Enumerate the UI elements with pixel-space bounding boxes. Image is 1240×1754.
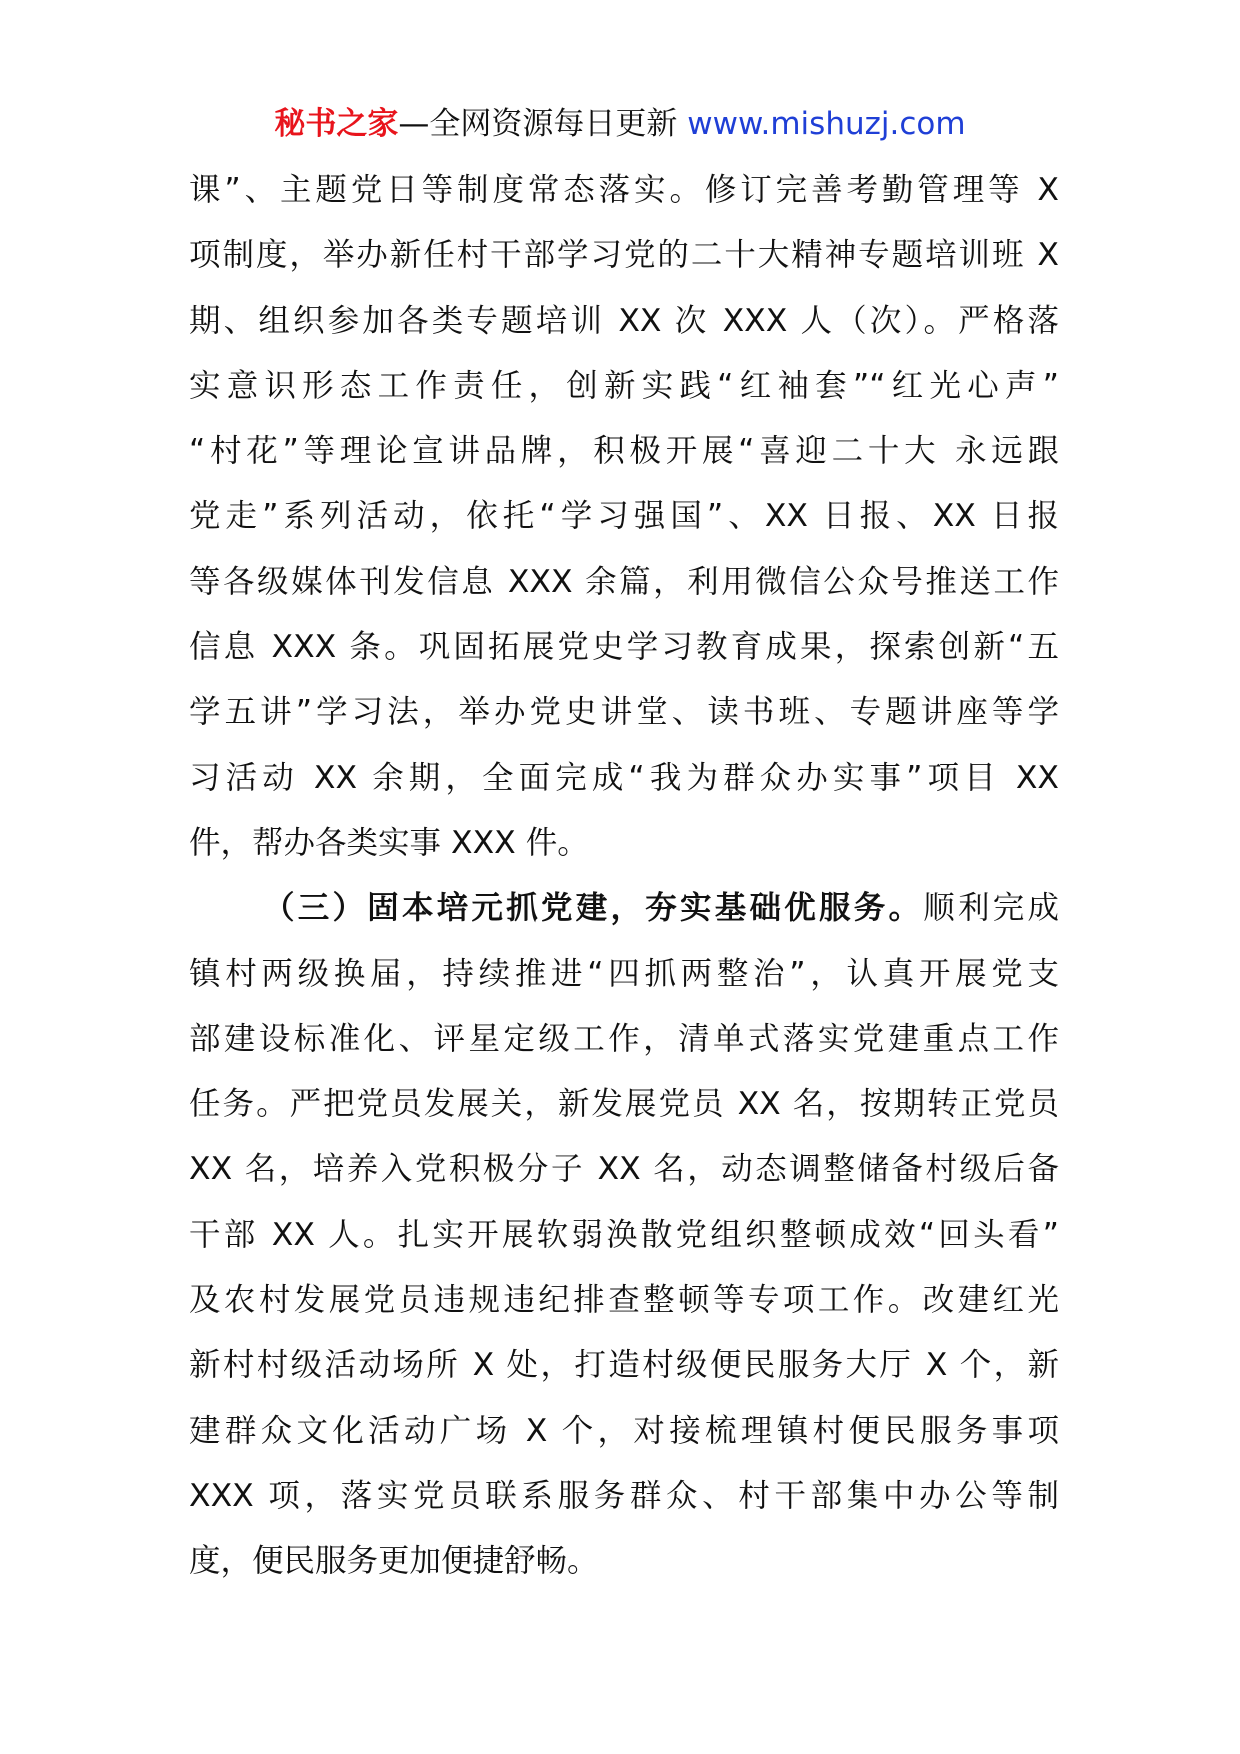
header-slogan: —全网资源每日更新 bbox=[398, 106, 678, 142]
document-body bbox=[189, 158, 1059, 1595]
text-line: 部建设标准化、评星定级工作，清单式落实党建重点工作 bbox=[189, 1020, 1059, 1057]
text-line: “村花”等理论宣讲品牌，积极开展“喜迎二十大 永远跟 bbox=[189, 433, 1059, 470]
section-heading-line bbox=[189, 876, 1059, 941]
text-line: XXX 项，落实党员联系服务群众、村干部集中办公等制 bbox=[189, 1477, 1059, 1514]
text-line: 等各级媒体刊发信息 XXX 余篇，利用微信公众号推送工作 bbox=[189, 563, 1059, 600]
text-line: 实意识形态工作责任，创新实践“红袖套”“红光心声” bbox=[189, 367, 1059, 404]
header-brand: 秘书之家 bbox=[274, 106, 399, 142]
text-line: 度，便民服务更加便捷舒畅。 bbox=[189, 1543, 599, 1580]
text-line: XX 名，培养入党积极分子 XX 名，动态调整储备村级后备 bbox=[189, 1151, 1059, 1188]
section-heading-tail: 顺利完成 bbox=[923, 890, 1059, 927]
text-line: 及农村发展党员违规违纪排查整顿等专项工作。改建红光 bbox=[189, 1282, 1059, 1319]
text-line: 项制度，举办新任村干部学习党的二十大精神专题培训班 X bbox=[189, 237, 1059, 274]
text-line: 干部 XX 人。扎实开展软弱涣散党组织整顿成效“回头看” bbox=[189, 1216, 1059, 1253]
text-line: 课”、主题党日等制度常态落实。修订完善考勤管理等 X bbox=[189, 172, 1059, 208]
page-header bbox=[0, 100, 1240, 148]
text-line: 镇村两级换届，持续推进“四抓两整治”，认真开展党支 bbox=[189, 955, 1059, 992]
text-line: 任务。严把党员发展关，新发展党员 XX 名，按期转正党员 bbox=[189, 1086, 1059, 1123]
text-line: 党走”系列活动，依托“学习强国”、XX 日报、XX 日报 bbox=[189, 498, 1059, 535]
text-line: 信息 XXX 条。巩固拓展党史学习教育成果，探索创新“五 bbox=[189, 629, 1059, 666]
text-line: 习活动 XX 余期，全面完成“我为群众办实事”项目 XX bbox=[189, 759, 1059, 796]
text-line: 学五讲”学习法，举办党史讲堂、读书班、专题讲座等学 bbox=[189, 694, 1059, 731]
section-heading: （三）固本培元抓党建，夯实基础优服务。 bbox=[263, 890, 924, 927]
text-line: 建群众文化活动广场 X 个，对接梳理镇村便民服务事项 bbox=[189, 1412, 1059, 1449]
text-line: 新村村级活动场所 X 处，打造村级便民服务大厅 X 个，新 bbox=[189, 1347, 1059, 1384]
text-line: 期、组织参加各类专题培训 XX 次 XXX 人（次）。严格落 bbox=[189, 302, 1059, 339]
text-line: 件，帮办各类实事 XXX 件。 bbox=[189, 824, 589, 861]
header-url-link[interactable]: www.mishuzj.com bbox=[687, 106, 966, 142]
